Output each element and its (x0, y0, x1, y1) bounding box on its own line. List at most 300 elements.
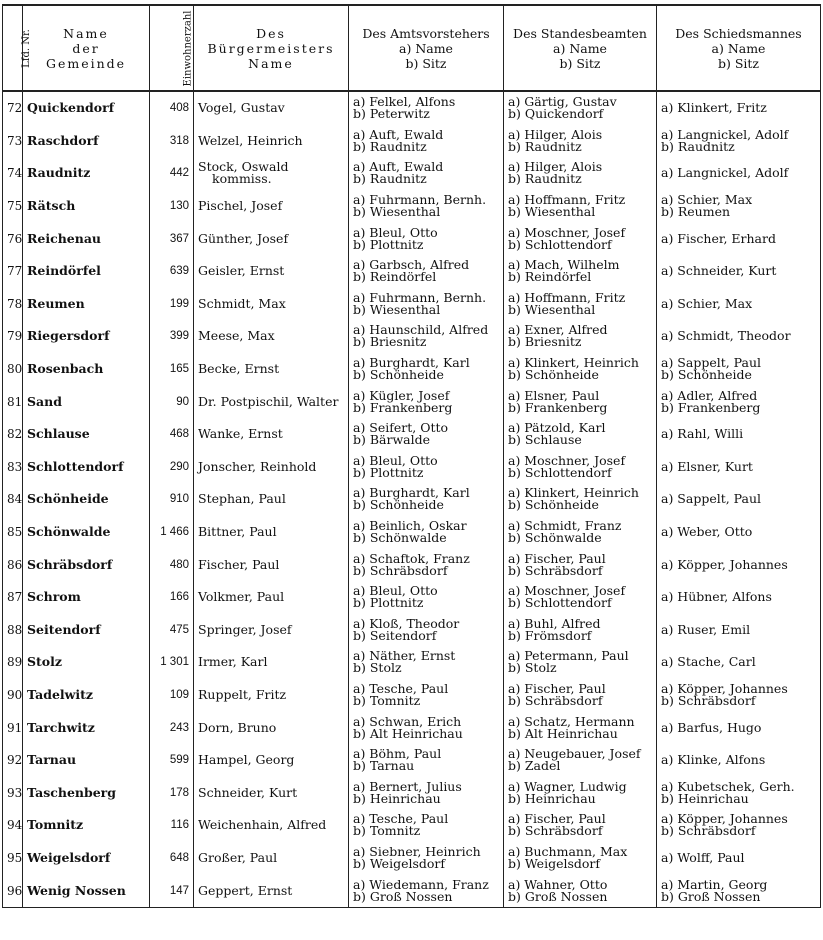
schiedsmann-line: a) Köpper, Johannes (661, 811, 788, 827)
buergermeister-cell (194, 320, 349, 353)
standesbeamte-line: a) Gärtig, Gustav (508, 94, 617, 110)
amtsvorsteher-line: a) Schaftok, Franz (353, 550, 470, 566)
amtsvorsteher-line: a) Bleul, Otto (353, 224, 438, 240)
schiedsmann-cell (657, 91, 821, 125)
amtsvorsteher-cell (349, 548, 504, 581)
schiedsmann-line: b) Schräbsdorf (661, 692, 756, 708)
row-number: 93 (3, 776, 23, 809)
buergermeister-line: Schneider, Kurt (198, 784, 298, 800)
schiedsmann-cell (657, 548, 821, 581)
standesbeamte-cell (504, 874, 657, 907)
amtsvorsteher-line: b) Seitendorf (353, 627, 437, 643)
standesbeamte-line: b) Frankenberg (508, 399, 608, 415)
row-number: 84 (3, 483, 23, 516)
standesbeamte-cell (504, 288, 657, 321)
buergermeister-line: Dorn, Bruno (198, 719, 277, 735)
row-number: 74 (3, 157, 23, 190)
row-number: 77 (3, 255, 23, 288)
schiedsmann-cell (657, 679, 821, 712)
standesbeamte-line: a) Hilger, Alois (508, 126, 603, 142)
table-row (3, 809, 821, 842)
amtsvorsteher-line: b) Raudnitz (353, 171, 427, 187)
row-number: 80 (3, 353, 23, 386)
amtsvorsteher-line: b) Plottnitz (353, 236, 424, 252)
schiedsmann-line: a) Kubetschek, Gerh. (661, 778, 795, 794)
standesbeamte-cell (504, 222, 657, 255)
header-schiedsmann-line: b) Sitz (717, 55, 760, 71)
amtsvorsteher-line: b) Schräbsdorf (353, 562, 448, 578)
schiedsmann-cell (657, 646, 821, 679)
schiedsmann-line: b) Raudnitz (661, 138, 735, 154)
standesbeamte-line: a) Hoffmann, Fritz (508, 289, 626, 305)
amtsvorsteher-line: b) Schönwalde (353, 530, 447, 546)
row-number: 79 (3, 320, 23, 353)
gemeinde-name: Raudnitz (23, 157, 150, 190)
amtsvorsteher-line: b) Groß Nossen (353, 888, 453, 904)
amtsvorsteher-line: a) Seifert, Otto (353, 420, 449, 436)
amtsvorsteher-cell (349, 614, 504, 647)
row-number: 91 (3, 711, 23, 744)
einwohner-count: 1 466 (150, 516, 194, 549)
buergermeister-line: Fischer, Paul (198, 556, 280, 572)
table-row (3, 190, 821, 223)
standesbeamte-line: a) Moschner, Josef (508, 452, 626, 468)
schiedsmann-line: a) Klinkert, Fritz (661, 100, 767, 116)
gemeinde-name: Schönwalde (23, 516, 150, 549)
standesbeamte-line: b) Wiesenthal (508, 301, 596, 317)
standesbeamte-line: b) Quickendorf (508, 106, 604, 122)
header-buergermeister (194, 5, 349, 91)
header-schiedsmann-line: a) Name (711, 40, 766, 56)
table-row (3, 222, 821, 255)
amtsvorsteher-line: b) Schönheide (353, 497, 444, 513)
amtsvorsteher-line: a) Bleul, Otto (353, 583, 438, 599)
schiedsmann-line: a) Langnickel, Adolf (661, 126, 789, 142)
standesbeamte-line: b) Zadel (508, 758, 561, 774)
buergermeister-cell (194, 776, 349, 809)
header-amtsvorsteher-line: b) Sitz (405, 55, 447, 71)
amtsvorsteher-line: a) Auft, Ewald (353, 159, 444, 175)
amtsvorsteher-cell (349, 353, 504, 386)
schiedsmann-line: a) Stache, Carl (661, 654, 756, 670)
schiedsmann-line: a) Schier, Max (661, 295, 753, 311)
schiedsmann-line: b) Schönheide (661, 367, 752, 383)
einwohner-count: 318 (150, 125, 194, 158)
einwohner-count: 199 (150, 288, 194, 321)
buergermeister-line: Irmer, Karl (198, 654, 268, 670)
amtsvorsteher-line: a) Tesche, Paul (353, 811, 449, 827)
buergermeister-cell (194, 91, 349, 125)
gemeinde-name: Tarnau (23, 744, 150, 777)
gemeinde-name: Wenig Nossen (23, 874, 150, 907)
amtsvorsteher-cell (349, 222, 504, 255)
buergermeister-cell (194, 418, 349, 451)
schiedsmann-line: a) Fischer, Erhard (661, 230, 776, 246)
standesbeamte-line: b) Stolz (508, 660, 557, 676)
amtsvorsteher-line: a) Beinlich, Oskar (353, 518, 467, 534)
einwohner-count: 243 (150, 711, 194, 744)
amtsvorsteher-line: a) Fuhrmann, Bernh. (353, 192, 487, 208)
standesbeamte-line: a) Elsner, Paul (508, 387, 600, 403)
amtsvorsteher-line: b) Reindörfel (353, 269, 437, 285)
standesbeamte-cell (504, 353, 657, 386)
table-header-row (3, 5, 821, 91)
amtsvorsteher-line: b) Tomnitz (353, 823, 421, 839)
gemeinde-name: Riegersdorf (23, 320, 150, 353)
standesbeamte-cell (504, 744, 657, 777)
schiedsmann-cell (657, 222, 821, 255)
table-row (3, 451, 821, 484)
buergermeister-line: Stock, Oswald (198, 159, 289, 175)
buergermeister-cell (194, 744, 349, 777)
gemeinde-name: Tarchwitz (23, 711, 150, 744)
standesbeamte-cell (504, 125, 657, 158)
gemeinde-name: Seitendorf (23, 614, 150, 647)
schiedsmann-line: a) Schier, Max (661, 192, 753, 208)
amtsvorsteher-line: b) Tarnau (353, 758, 415, 774)
gemeinde-name: Taschenberg (23, 776, 150, 809)
schiedsmann-line: a) Sappelt, Paul (661, 355, 762, 371)
buergermeister-cell (194, 614, 349, 647)
einwohner-count: 147 (150, 874, 194, 907)
gemeinde-name: Weigelsdorf (23, 842, 150, 875)
amtsvorsteher-cell (349, 809, 504, 842)
schiedsmann-cell (657, 744, 821, 777)
schiedsmann-cell (657, 776, 821, 809)
amtsvorsteher-line: a) Fuhrmann, Bernh. (353, 289, 487, 305)
schiedsmann-line: a) Hübner, Alfons (661, 589, 772, 605)
amtsvorsteher-line: a) Garbsch, Alfred (353, 257, 470, 273)
schiedsmann-line: a) Martin, Georg (661, 876, 768, 892)
buergermeister-line: Großer, Paul (198, 849, 278, 865)
standesbeamte-line: a) Buchmann, Max (508, 843, 628, 859)
table-row (3, 614, 821, 647)
header-standesbeamte (504, 5, 657, 91)
buergermeister-line: Günther, Josef (198, 230, 289, 246)
standesbeamte-line: b) Groß Nossen (508, 888, 608, 904)
header-buergermeister-line: Name (248, 55, 294, 71)
buergermeister-cell (194, 646, 349, 679)
standesbeamte-line: b) Schönwalde (508, 530, 602, 546)
standesbeamte-line: b) Frömsdorf (508, 627, 592, 643)
amtsvorsteher-line: a) Tesche, Paul (353, 680, 449, 696)
table-row (3, 581, 821, 614)
schiedsmann-cell (657, 353, 821, 386)
buergermeister-cell (194, 222, 349, 255)
gemeinde-name: Schlause (23, 418, 150, 451)
row-number: 72 (3, 91, 23, 125)
buergermeister-cell (194, 679, 349, 712)
standesbeamte-line: b) Wiesenthal (508, 204, 596, 220)
table-row (3, 483, 821, 516)
standesbeamte-cell (504, 614, 657, 647)
amtsvorsteher-cell (349, 190, 504, 223)
schiedsmann-cell (657, 842, 821, 875)
table-row (3, 255, 821, 288)
amtsvorsteher-cell (349, 483, 504, 516)
schiedsmann-line: a) Rahl, Willi (661, 426, 744, 442)
amtsvorsteher-line: a) Bernert, Julius (353, 778, 462, 794)
table-row (3, 842, 821, 875)
standesbeamte-line: a) Fischer, Paul (508, 550, 606, 566)
document-page (2, 4, 820, 908)
standesbeamte-cell (504, 255, 657, 288)
standesbeamte-line: b) Weigelsdorf (508, 855, 601, 871)
einwohner-count: 648 (150, 842, 194, 875)
buergermeister-line: kommiss. (212, 171, 272, 187)
buergermeister-line: Pischel, Josef (198, 198, 283, 214)
buergermeister-cell (194, 157, 349, 190)
table-row (3, 418, 821, 451)
buergermeister-line: Wanke, Ernst (198, 426, 283, 442)
header-schiedsmann-line: Des Schiedsmannes (675, 25, 802, 41)
gemeinde-name: Quickendorf (23, 91, 150, 125)
table-row (3, 776, 821, 809)
amtsvorsteher-cell (349, 874, 504, 907)
amtsvorsteher-line: a) Böhm, Paul (353, 746, 442, 762)
amtsvorsteher-line: b) Plottnitz (353, 595, 424, 611)
amtsvorsteher-line: b) Schönheide (353, 367, 444, 383)
buergermeister-cell (194, 385, 349, 418)
header-gemeinde (23, 5, 150, 91)
standesbeamte-line: b) Schräbsdorf (508, 823, 603, 839)
standesbeamte-cell (504, 157, 657, 190)
table-row (3, 91, 821, 125)
schiedsmann-cell (657, 320, 821, 353)
schiedsmann-line: a) Köpper, Johannes (661, 556, 788, 572)
einwohner-count: 90 (150, 385, 194, 418)
schiedsmann-line: a) Barfus, Hugo (661, 719, 762, 735)
schiedsmann-line: a) Ruser, Emil (661, 621, 751, 637)
schiedsmann-line: b) Schräbsdorf (661, 823, 756, 839)
amtsvorsteher-cell (349, 711, 504, 744)
row-number: 82 (3, 418, 23, 451)
buergermeister-line: Dr. Postpischil, Walter (198, 393, 339, 409)
standesbeamte-line: a) Fischer, Paul (508, 680, 606, 696)
einwohner-count: 1 301 (150, 646, 194, 679)
amtsvorsteher-cell (349, 385, 504, 418)
municipality-table (2, 4, 821, 908)
einwohner-count: 166 (150, 581, 194, 614)
schiedsmann-cell (657, 157, 821, 190)
schiedsmann-line: b) Frankenberg (661, 399, 761, 415)
einwohner-count: 165 (150, 353, 194, 386)
einwohner-count: 910 (150, 483, 194, 516)
standesbeamte-line: a) Exner, Alfred (508, 322, 608, 338)
table-body (3, 91, 821, 907)
gemeinde-name: Stolz (23, 646, 150, 679)
schiedsmann-line: a) Elsner, Kurt (661, 458, 753, 474)
standesbeamte-line: b) Schönheide (508, 497, 599, 513)
buergermeister-line: Jonscher, Reinhold (198, 458, 317, 474)
schiedsmann-cell (657, 581, 821, 614)
amtsvorsteher-cell (349, 157, 504, 190)
amtsvorsteher-line: a) Schwan, Erich (353, 713, 462, 729)
amtsvorsteher-line: a) Burghardt, Karl (353, 485, 470, 501)
buergermeister-cell (194, 874, 349, 907)
amtsvorsteher-cell (349, 91, 504, 125)
amtsvorsteher-cell (349, 516, 504, 549)
standesbeamte-line: b) Schlause (508, 432, 582, 448)
schiedsmann-cell (657, 255, 821, 288)
standesbeamte-cell (504, 91, 657, 125)
einwohner-count: 399 (150, 320, 194, 353)
schiedsmann-cell (657, 874, 821, 907)
gemeinde-name: Raschdorf (23, 125, 150, 158)
standesbeamte-line: a) Pätzold, Karl (508, 420, 606, 436)
schiedsmann-cell (657, 190, 821, 223)
row-number: 89 (3, 646, 23, 679)
einwohner-count: 599 (150, 744, 194, 777)
standesbeamte-cell (504, 711, 657, 744)
schiedsmann-line: a) Sappelt, Paul (661, 491, 762, 507)
schiedsmann-line: a) Adler, Alfred (661, 387, 758, 403)
table-row (3, 646, 821, 679)
table-row (3, 516, 821, 549)
gemeinde-name: Reindörfel (23, 255, 150, 288)
table-row (3, 353, 821, 386)
standesbeamte-cell (504, 483, 657, 516)
header-amtsvorsteher-line: Des Amtsvorstehers (362, 25, 490, 41)
schiedsmann-line: b) Heinrichau (661, 790, 749, 806)
standesbeamte-cell (504, 385, 657, 418)
header-gemeinde-line: Gemeinde (45, 55, 127, 71)
buergermeister-line: Stephan, Paul (198, 491, 286, 507)
standesbeamte-line: a) Wagner, Ludwig (508, 778, 627, 794)
standesbeamte-cell (504, 776, 657, 809)
header-gemeinde-line: Name (63, 25, 109, 41)
standesbeamte-line: a) Mach, Wilhelm (508, 257, 620, 273)
amtsvorsteher-line: b) Wiesenthal (353, 301, 441, 317)
standesbeamte-line: a) Neugebauer, Josef (508, 746, 641, 762)
schiedsmann-cell (657, 418, 821, 451)
row-number: 85 (3, 516, 23, 549)
table-row (3, 125, 821, 158)
amtsvorsteher-line: a) Auft, Ewald (353, 126, 444, 142)
einwohner-count: 480 (150, 548, 194, 581)
buergermeister-cell (194, 581, 349, 614)
standesbeamte-line: b) Schräbsdorf (508, 562, 603, 578)
standesbeamte-cell (504, 451, 657, 484)
amtsvorsteher-line: a) Siebner, Heinrich (353, 843, 481, 859)
standesbeamte-line: a) Hoffmann, Fritz (508, 192, 626, 208)
einwohner-count: 130 (150, 190, 194, 223)
standesbeamte-cell (504, 809, 657, 842)
header-gemeinde-line: der (72, 40, 100, 56)
standesbeamte-line: b) Raudnitz (508, 171, 582, 187)
row-number: 92 (3, 744, 23, 777)
standesbeamte-line: a) Schmidt, Franz (508, 518, 622, 534)
gemeinde-name: Schrom (23, 581, 150, 614)
amtsvorsteher-cell (349, 744, 504, 777)
einwohner-count: 109 (150, 679, 194, 712)
header-einwohner: Einwohnerzahl (150, 5, 194, 91)
standesbeamte-line: b) Alt Heinrichau (508, 725, 618, 741)
amtsvorsteher-line: b) Briesnitz (353, 334, 427, 350)
row-number: 96 (3, 874, 23, 907)
header-amtsvorsteher (349, 5, 504, 91)
amtsvorsteher-cell (349, 418, 504, 451)
schiedsmann-line: a) Klinke, Alfons (661, 752, 766, 768)
amtsvorsteher-line: a) Felkel, Alfons (353, 94, 456, 110)
gemeinde-name: Tadelwitz (23, 679, 150, 712)
schiedsmann-cell (657, 483, 821, 516)
standesbeamte-line: b) Schlottendorf (508, 464, 612, 480)
amtsvorsteher-line: a) Kloß, Theodor (353, 615, 460, 631)
schiedsmann-line: a) Wolff, Paul (661, 849, 745, 865)
einwohner-count: 116 (150, 809, 194, 842)
amtsvorsteher-line: a) Burghardt, Karl (353, 355, 470, 371)
buergermeister-line: Welzel, Heinrich (198, 132, 303, 148)
standesbeamte-line: a) Petermann, Paul (508, 648, 629, 664)
standesbeamte-line: a) Klinkert, Heinrich (508, 485, 639, 501)
buergermeister-cell (194, 451, 349, 484)
header-amtsvorsteher-line: a) Name (399, 40, 453, 56)
einwohner-count: 475 (150, 614, 194, 647)
amtsvorsteher-line: a) Haunschild, Alfred (353, 322, 489, 338)
buergermeister-cell (194, 516, 349, 549)
amtsvorsteher-line: b) Alt Heinrichau (353, 725, 463, 741)
row-number: 86 (3, 548, 23, 581)
buergermeister-line: Schmidt, Max (198, 295, 286, 311)
einwohner-count: 468 (150, 418, 194, 451)
schiedsmann-cell (657, 288, 821, 321)
amtsvorsteher-line: b) Weigelsdorf (353, 855, 446, 871)
header-buergermeister-line: Bürgermeisters (207, 40, 335, 56)
einwohner-count: 408 (150, 91, 194, 125)
amtsvorsteher-line: b) Stolz (353, 660, 402, 676)
amtsvorsteher-cell (349, 776, 504, 809)
header-standesbeamte-line: b) Sitz (559, 55, 601, 71)
buergermeister-line: Volkmer, Paul (198, 589, 285, 605)
gemeinde-name: Schönheide (23, 483, 150, 516)
einwohner-count: 367 (150, 222, 194, 255)
amtsvorsteher-cell (349, 255, 504, 288)
buergermeister-cell (194, 483, 349, 516)
schiedsmann-line: a) Köpper, Johannes (661, 680, 788, 696)
amtsvorsteher-line: b) Raudnitz (353, 138, 427, 154)
buergermeister-line: Becke, Ernst (198, 361, 280, 377)
table-row (3, 874, 821, 907)
standesbeamte-cell (504, 190, 657, 223)
standesbeamte-line: a) Klinkert, Heinrich (508, 355, 639, 371)
gemeinde-name: Tomnitz (23, 809, 150, 842)
header-buergermeister-line: Des (256, 25, 286, 41)
buergermeister-cell (194, 809, 349, 842)
standesbeamte-line: b) Briesnitz (508, 334, 582, 350)
gemeinde-name: Sand (23, 385, 150, 418)
buergermeister-line: Meese, Max (198, 328, 275, 344)
amtsvorsteher-line: b) Peterwitz (353, 106, 430, 122)
standesbeamte-cell (504, 320, 657, 353)
einwohner-count: 442 (150, 157, 194, 190)
buergermeister-cell (194, 190, 349, 223)
row-number: 94 (3, 809, 23, 842)
buergermeister-line: Geisler, Ernst (198, 263, 285, 279)
standesbeamte-line: b) Reindörfel (508, 269, 592, 285)
standesbeamte-line: b) Heinrichau (508, 790, 596, 806)
standesbeamte-line: b) Schönheide (508, 367, 599, 383)
buergermeister-cell (194, 288, 349, 321)
gemeinde-name: Rosenbach (23, 353, 150, 386)
row-number: 90 (3, 679, 23, 712)
buergermeister-line: Bittner, Paul (198, 524, 277, 540)
buergermeister-line: Geppert, Ernst (198, 882, 293, 898)
row-number: 75 (3, 190, 23, 223)
header-schiedsmann (657, 5, 821, 91)
row-number: 87 (3, 581, 23, 614)
buergermeister-line: Ruppelt, Fritz (198, 686, 287, 702)
